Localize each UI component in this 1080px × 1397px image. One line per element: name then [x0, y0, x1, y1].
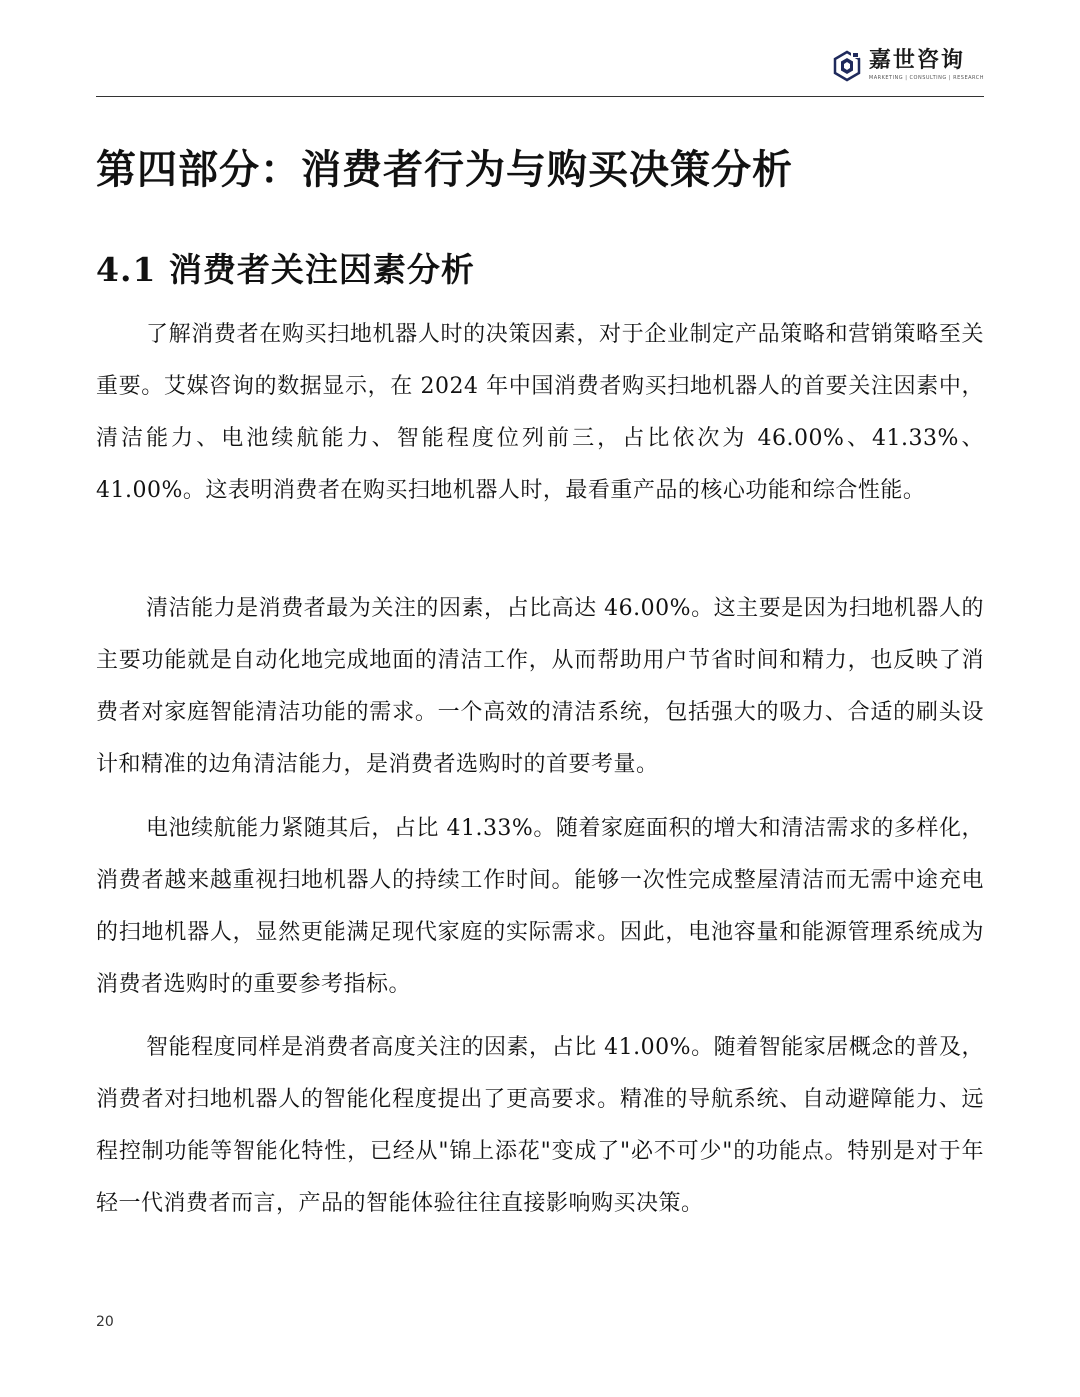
paragraph-1: 了解消费者在购买扫地机器人时的决策因素，对于企业制定产品策略和营销策略至关重要。艾媒咨询的数据显示，在 2024 年中国消费者购买扫地机器人的首要关注因素中，清洁能力、电池续航能力、智能程度位列前三，占比依次为 46.00%、41.33%、41.00%。这表明消费者在购买扫地机器人时，最看重产品的核心功能和综合性能。 — [96, 322, 984, 503]
brand-text — [869, 48, 984, 82]
paragraph-3: 电池续航能力紧随其后，占比 41.33%。随着家庭面积的增大和清洁需求的多样化，消费者越来越重视扫地机器人的持续工作时间。能够一次性完成整屋清洁而无需中途充电的扫地机器人，显然更能满足现代家庭的实际需求。因此，电池容量和能源管理系统成为消费者选购时的重要参考指标。 — [96, 816, 984, 997]
paragraph-2: 清洁能力是消费者最为关注的因素，占比高达 46.00%。这主要是因为扫地机器人的主要功能就是自动化地完成地面的清洁工作，从而帮助用户节省时间和精力，也反映了消费者对家庭智能清洁功能的需求。一个高效的清洁系统，包括强大的吸力、合适的刷头设计和精准的边角清洁能力，是消费者选购时的首要考量。 — [96, 596, 984, 777]
page-header — [96, 40, 984, 97]
brand-name: 嘉世咨询 — [868, 48, 965, 73]
page-number: 20 — [96, 1314, 114, 1330]
brand-subtitle: MARKETING | CONSULTING | RESEARCH — [868, 75, 984, 81]
brand — [831, 48, 984, 82]
jiashi-logo-icon — [831, 50, 863, 82]
part-title: 第四部分：消费者行为与购买决策分析 — [96, 146, 793, 193]
section-title: 4.1 消费者关注因素分析 — [96, 250, 475, 289]
paragraph-4: 智能程度同样是消费者高度关注的因素，占比 41.00%。随着智能家居概念的普及，消费者对扫地机器人的智能化程度提出了更高要求。精准的导航系统、自动避障能力、远程控制功能等智能化特性，已经从"锦上添花"变成了"必不可少"的功能点。特别是对于年轻一代消费者而言，产品的智能体验往往直接影响购买决策。 — [96, 1035, 984, 1216]
